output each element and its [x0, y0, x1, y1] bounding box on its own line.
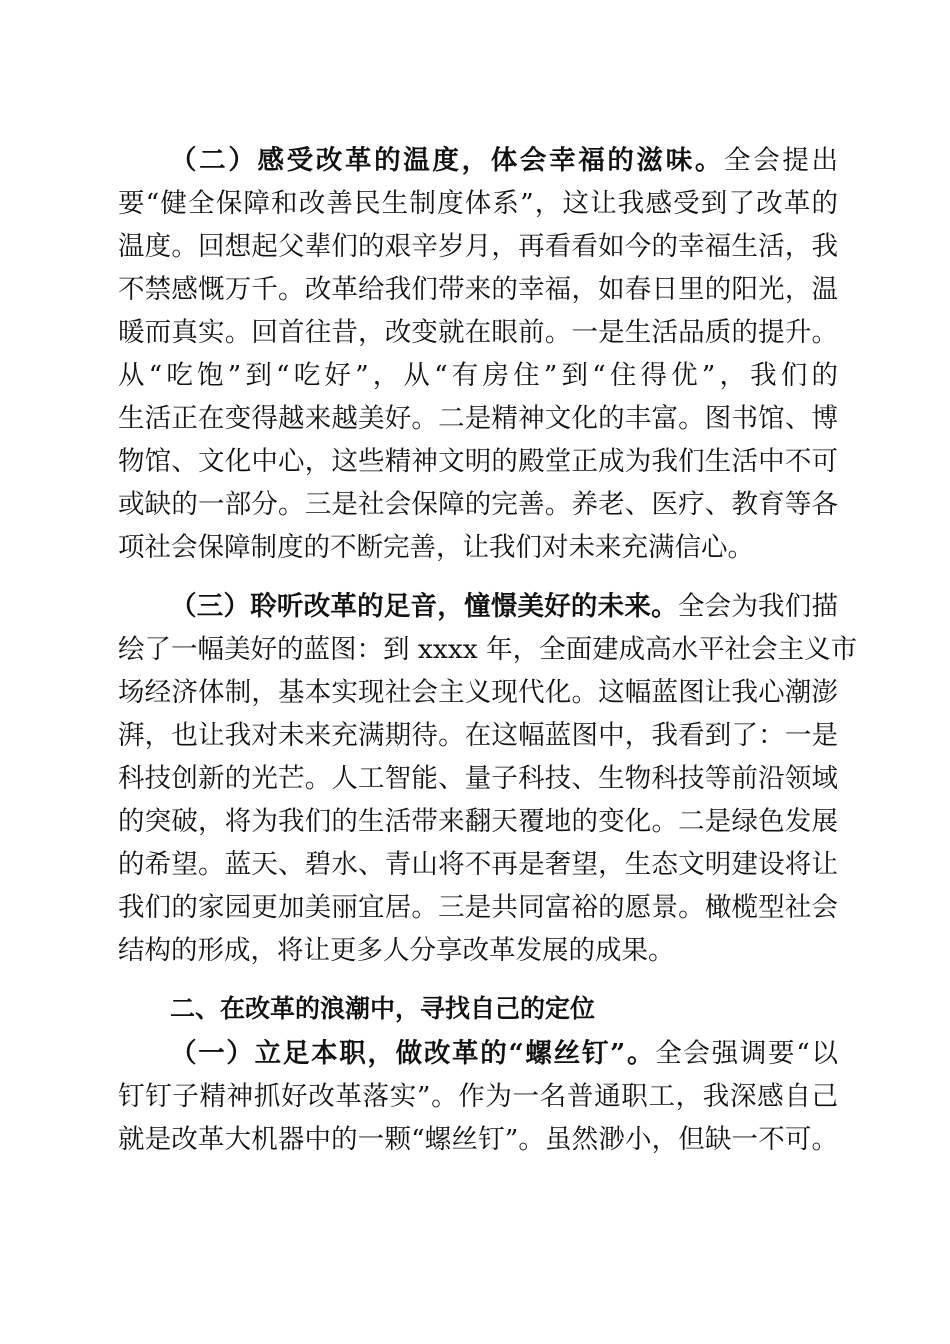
paragraph-text: 全会为我们描 [677, 591, 839, 622]
paragraph-text: 全会提出 [724, 145, 839, 176]
paragraph-line: 生活正在变得越来越美好。二是精神文化的丰富。图书馆、博 [118, 403, 838, 434]
paragraph-line: 结构的形成，将让更多人分享改革发展的成果。 [118, 935, 675, 966]
subsection-lead: （一）立足本职，做改革的“螺丝钉”。 [170, 1038, 656, 1069]
paragraph-line [170, 589, 838, 625]
paragraph-line: 场经济体制，基本实现社会主义现代化。这幅蓝图让我心潮澎 [118, 677, 838, 708]
paragraph-line: 就是改革大机器中的一颗“螺丝钉”。虽然渺小，但缺一不可。 [118, 1124, 838, 1155]
paragraph-line: 湃，也让我对未来充满期待。在这幅蓝图中，我看到了：一是 [118, 720, 838, 751]
paragraph-line: 不禁感慨万千。改革给我们带来的幸福，如春日里的阳光，温 [118, 274, 838, 305]
subsection-lead: （二）感受改革的温度，体会幸福的滋味。 [170, 145, 725, 176]
paragraph-line: 从“吃饱”到“吃好”，从“有房住”到“住得优”，我们的 [118, 360, 838, 391]
paragraph-text: 全会强调要“以 [655, 1038, 838, 1069]
section-heading: 二、在改革的浪潮中，寻找自己的定位 [170, 994, 596, 1023]
paragraph-line: 暖而真实。回首往昔，改变就在眼前。一是生活品质的提升。 [118, 317, 838, 348]
paragraph-line: 要“健全保障和改善民生制度体系”，这让我感受到了改革的 [118, 188, 838, 219]
paragraph-line: 的突破，将为我们的生活带来翻天覆地的变化。二是绿色发展 [118, 806, 838, 837]
paragraph-line: 的希望。蓝天、碧水、青山将不再是奢望，生态文明建设将让 [118, 849, 838, 880]
paragraph-line: 绘了一幅美好的蓝图：到 xxxx 年，全面建成高水平社会主义市 [118, 634, 858, 665]
subsection-lead: （三）聆听改革的足音，憧憬美好的未来。 [170, 591, 678, 622]
paragraph-line: 项社会保障制度的不断完善，让我们对未来充满信心。 [118, 532, 754, 563]
paragraph-line [170, 1036, 838, 1072]
paragraph-line [170, 143, 838, 179]
paragraph-line: 我们的家园更加美丽宜居。三是共同富裕的愿景。橄榄型社会 [118, 892, 838, 923]
paragraph-line: 钉钉子精神抓好改革落实”。作为一名普通职工，我深感自己 [118, 1081, 838, 1112]
paragraph-line: 或缺的一部分。三是社会保障的完善。养老、医疗、教育等各 [118, 489, 838, 520]
paragraph-line: 温度。回想起父辈们的艰辛岁月，再看看如今的幸福生活，我 [118, 231, 838, 262]
paragraph-line: 科技创新的光芒。人工智能、量子科技、生物科技等前沿领域 [118, 763, 838, 794]
paragraph-line: 物馆、文化中心，这些精神文明的殿堂正成为我们生活中不可 [118, 446, 838, 477]
